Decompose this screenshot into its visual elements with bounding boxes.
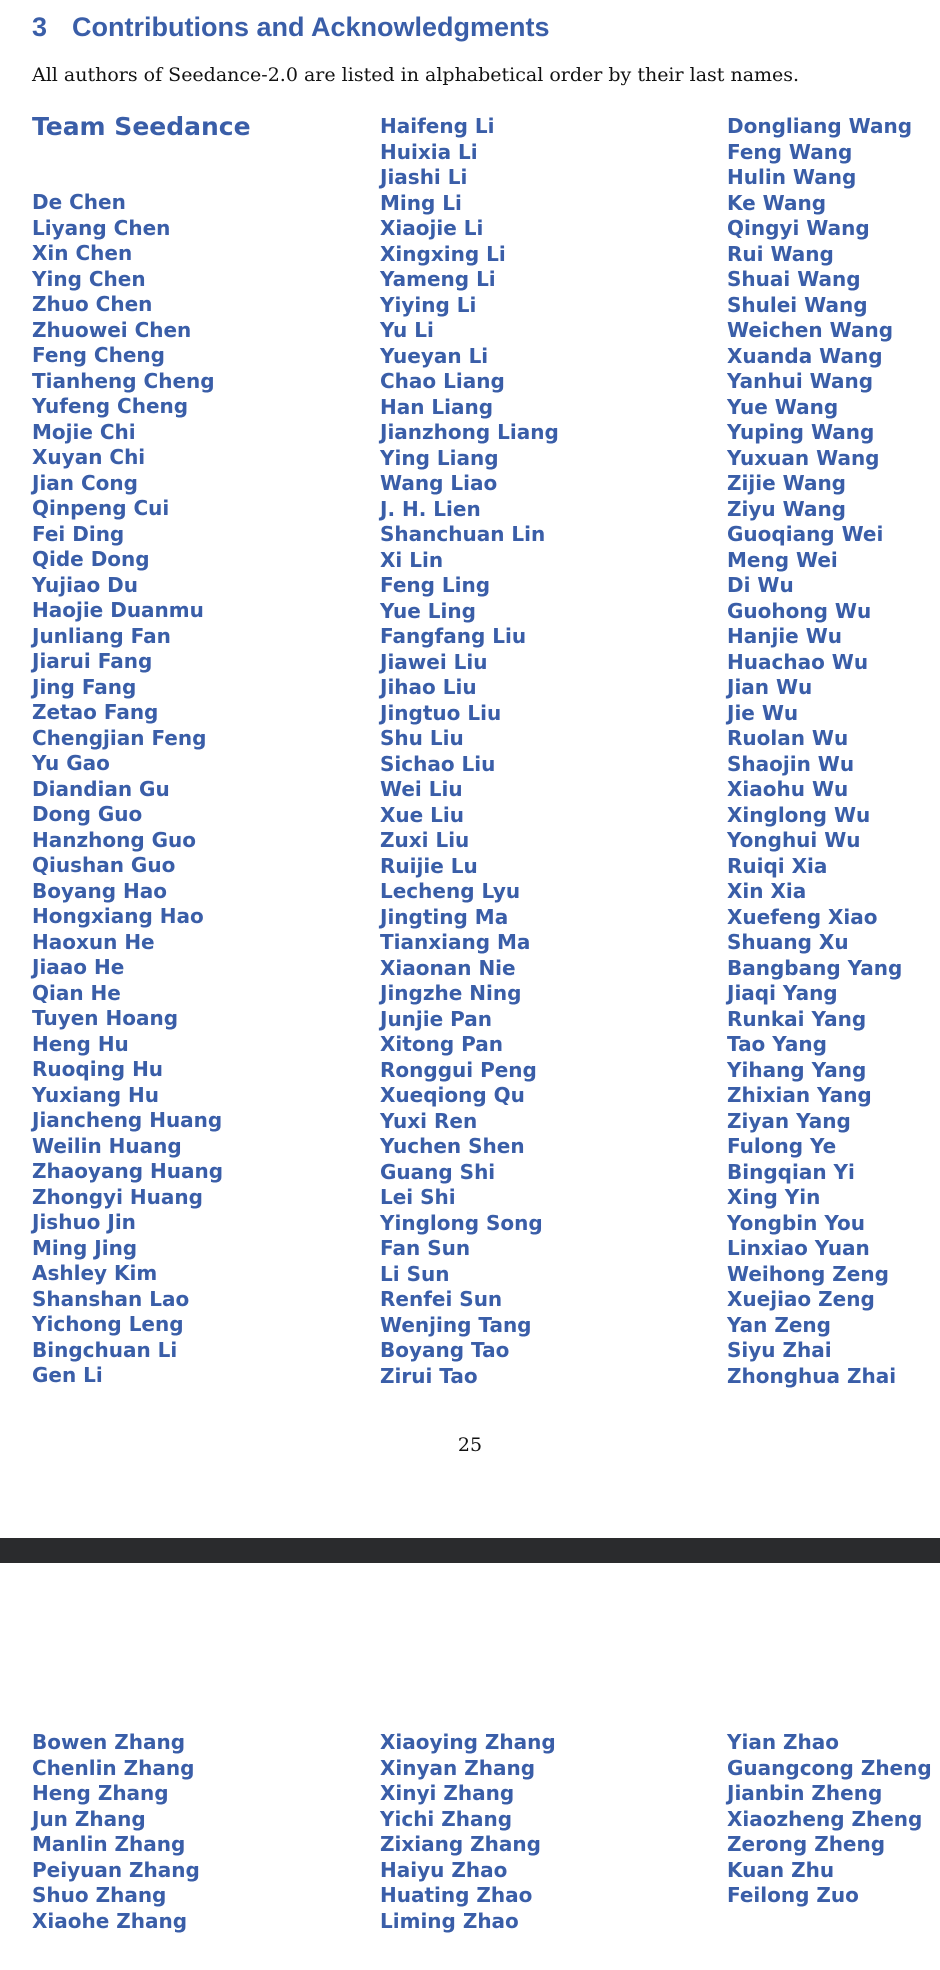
author-name: Yonghui Wu [727, 828, 861, 852]
author-name: Yue Wang [727, 394, 839, 419]
author-name: Huachao Wu [727, 649, 869, 674]
author-name: Ruijie Lu [380, 853, 478, 878]
author-name: Zhongyi Huang [32, 1184, 203, 1209]
author-column-2 [380, 1730, 556, 1934]
author-name: Haifeng Li [380, 114, 495, 138]
author-name: Ashley Kim [32, 1261, 158, 1285]
author-name: Chenlin Zhang [32, 1755, 195, 1780]
author-name: Shuo Zhang [32, 1883, 167, 1907]
author-name: Jie Wu [727, 700, 799, 725]
author-name: Yinglong Song [380, 1210, 543, 1235]
author-name: Shanchuan Lin [380, 522, 546, 546]
author-name: Heng Zhang [32, 1781, 169, 1805]
author-name: Yuchen Shen [380, 1134, 525, 1158]
author-name: Jiaao He [32, 955, 125, 979]
author-name: Yihang Yang [727, 1057, 867, 1082]
author-name: Xin Xia [727, 879, 807, 903]
author-column-3 [727, 1730, 932, 1909]
author-name: Chao Liang [380, 369, 505, 393]
author-name: Wei Liu [380, 777, 463, 801]
author-name: Hongxiang Hao [32, 904, 204, 928]
author-name: Sichao Liu [380, 751, 496, 776]
author-name: Yanhui Wang [727, 369, 874, 393]
author-name: Jiawei Liu [380, 649, 488, 674]
author-name: Linxiao Yuan [727, 1236, 870, 1260]
author-name: Yuxi Ren [380, 1108, 478, 1133]
author-name: Zhaoyang Huang [32, 1159, 224, 1183]
author-name: Jianzhong Liang [380, 420, 559, 444]
author-name: Ruolan Wu [727, 726, 849, 750]
author-name: Jian Wu [727, 675, 813, 699]
author-name: Xueqiong Qu [380, 1083, 525, 1107]
author-name: Xingxing Li [380, 241, 506, 266]
author-name: Xuefeng Xiao [727, 904, 878, 929]
author-name: Hanzhong Guo [32, 827, 197, 852]
author-name: Qinpeng Cui [32, 496, 170, 520]
author-name: Li Sun [380, 1261, 450, 1286]
author-name: Jingzhe Ning [380, 981, 522, 1005]
author-name: Dong Guo [32, 802, 143, 826]
author-name: Shuang Xu [727, 930, 849, 954]
author-name: Ming Jing [32, 1235, 138, 1260]
author-name: Ziyu Wang [727, 496, 846, 521]
author-name: Fan Sun [380, 1236, 471, 1260]
author-name: Xin Chen [32, 241, 133, 265]
page-divider [0, 1538, 940, 1563]
author-name: Rui Wang [727, 241, 834, 266]
author-name: Jingtuo Liu [380, 700, 502, 725]
author-name: Gen Li [32, 1363, 103, 1387]
author-name: Han Liang [380, 394, 494, 419]
author-name: Zerong Zheng [727, 1832, 886, 1856]
author-name: Xuyan Chi [32, 445, 146, 469]
author-name: Shulei Wang [727, 292, 868, 317]
author-name: Shanshan Lao [32, 1286, 190, 1311]
author-name: Junjie Pan [380, 1006, 493, 1031]
author-name: Guang Shi [380, 1159, 496, 1184]
author-column-3 [727, 114, 912, 1389]
author-name: Jianbin Zheng [727, 1781, 883, 1805]
author-name: De Chen [32, 190, 126, 214]
author-name: Boyang Hao [32, 878, 168, 903]
author-name: Tianheng Cheng [32, 368, 215, 393]
author-name: Peiyuan Zhang [32, 1857, 200, 1882]
author-name: Shu Liu [380, 726, 464, 750]
author-name: Heng Hu [32, 1031, 129, 1056]
author-name: Meng Wei [727, 547, 838, 572]
author-name: Feilong Zuo [727, 1883, 859, 1907]
author-name: Chengjian Feng [32, 725, 207, 750]
author-name: Bingchuan Li [32, 1337, 178, 1362]
intro-sentence: All authors of Seedance-2.0 are listed in alphabetical order by their last names. [32, 64, 800, 86]
author-name: Yu Gao [32, 751, 110, 775]
author-name: Xitong Pan [380, 1032, 503, 1056]
author-name: Jun Zhang [32, 1806, 146, 1831]
author-name: Jing Fang [32, 674, 137, 699]
author-name: Shaojin Wu [727, 751, 855, 776]
author-name: Xuejiao Zeng [727, 1287, 875, 1311]
author-name: Yujiao Du [32, 572, 139, 597]
author-name: Weichen Wang [727, 318, 894, 342]
author-name: Zhuo Chen [32, 292, 153, 316]
author-name: Yuxiang Hu [32, 1082, 160, 1107]
author-name: Yameng Li [380, 267, 496, 291]
section-heading [32, 12, 550, 43]
page-number: 25 [457, 1434, 483, 1456]
author-name: Qingyi Wang [727, 216, 870, 240]
author-name: Zhixian Yang [727, 1083, 872, 1107]
author-name: Yan Zeng [727, 1312, 831, 1337]
author-name: Jingting Ma [380, 904, 509, 929]
author-name: Jiaqi Yang [727, 981, 838, 1005]
author-name: Bangbang Yang [727, 955, 903, 980]
author-name: Yu Li [380, 318, 434, 342]
author-name: Bowen Zhang [32, 1730, 186, 1754]
author-name: Feng Cheng [32, 343, 165, 367]
author-name: Hulin Wang [727, 165, 857, 189]
author-name: Yue Ling [380, 598, 476, 623]
author-name: Renfei Sun [380, 1287, 503, 1311]
author-name: Xiaohu Wu [727, 777, 849, 801]
author-name: Guohong Wu [727, 598, 872, 623]
author-name: Fangfang Liu [380, 624, 527, 648]
author-name: Ruiqi Xia [727, 853, 828, 878]
author-name: Hanjie Wu [727, 624, 843, 648]
author-name: Xue Liu [380, 802, 465, 827]
author-name: Dongliang Wang [727, 114, 913, 138]
author-name: Jiashi Li [380, 165, 468, 189]
author-name: Zhonghua Zhai [727, 1363, 897, 1388]
author-column-1 [32, 1730, 200, 1934]
author-name: Fulong Ye [727, 1134, 837, 1158]
section-title: Contributions and Acknowledgments [72, 12, 550, 42]
author-name: Fei Ding [32, 521, 125, 546]
author-name: Ming Li [380, 190, 462, 215]
author-name: Bingqian Yi [727, 1159, 855, 1184]
author-name: Junliang Fan [32, 623, 171, 648]
author-name: Tuyen Hoang [32, 1006, 179, 1030]
author-name: Yichi Zhang [380, 1806, 513, 1831]
author-name: Yian Zhao [727, 1730, 840, 1754]
team-title: Team Seedance [32, 112, 251, 141]
author-name: Tao Yang [727, 1032, 827, 1056]
author-name: Runkai Yang [727, 1006, 867, 1031]
author-name: Lecheng Lyu [380, 879, 521, 903]
author-name: Manlin Zhang [32, 1832, 186, 1856]
author-name: Qian He [32, 980, 121, 1005]
author-name: Tianxiang Ma [380, 930, 531, 954]
author-name: Zetao Fang [32, 700, 159, 724]
author-name: Xinyan Zhang [380, 1755, 536, 1780]
author-name: Ying Chen [32, 266, 146, 291]
author-name: Qiushan Guo [32, 853, 176, 877]
author-name: Xinyi Zhang [380, 1781, 515, 1805]
author-name: Xiaonan Nie [380, 955, 516, 980]
author-name: Xuanda Wang [727, 343, 883, 368]
author-name: Yuxuan Wang [727, 445, 880, 470]
author-name: Shuai Wang [727, 267, 861, 291]
author-name: Xiaoying Zhang [380, 1730, 556, 1754]
author-column-2 [380, 114, 559, 1389]
author-name: Lei Shi [380, 1185, 456, 1209]
author-name: Xi Lin [380, 547, 444, 572]
author-name: Haojie Duanmu [32, 598, 204, 622]
author-name: Ke Wang [727, 190, 827, 215]
author-name: Boyang Tao [380, 1338, 510, 1362]
author-name: Xiaozheng Zheng [727, 1806, 923, 1831]
author-name: Yueyan Li [380, 343, 489, 368]
author-name: Jishuo Jin [32, 1210, 136, 1234]
author-name: Wenjing Tang [380, 1312, 532, 1337]
author-name: Zirui Tao [380, 1363, 478, 1388]
author-name: Kuan Zhu [727, 1857, 835, 1882]
page-26 [0, 1563, 940, 1970]
author-name: Diandian Gu [32, 776, 170, 801]
author-name: Haoxun He [32, 929, 155, 954]
author-name: Yichong Leng [32, 1312, 184, 1336]
author-name: Yuping Wang [727, 420, 875, 444]
author-name: Feng Wang [727, 139, 853, 164]
author-name: Xing Yin [727, 1185, 821, 1209]
author-name: Xinglong Wu [727, 802, 871, 827]
author-column-1 [32, 190, 223, 1389]
author-name: Ruoqing Hu [32, 1057, 164, 1081]
author-name: Haiyu Zhao [380, 1857, 508, 1882]
author-name: J. H. Lien [380, 496, 481, 521]
author-name: Jihao Liu [380, 675, 477, 699]
author-name: Ying Liang [380, 445, 499, 470]
author-name: Ziyan Yang [727, 1108, 851, 1133]
author-name: Qide Dong [32, 547, 150, 571]
author-name: Yongbin You [727, 1210, 865, 1235]
author-name: Weilin Huang [32, 1133, 182, 1158]
author-name: Xiaojie Li [380, 216, 484, 240]
author-name: Huating Zhao [380, 1883, 533, 1907]
author-name: Yiying Li [380, 292, 477, 317]
author-name: Feng Ling [380, 573, 491, 597]
author-name: Liyang Chen [32, 215, 171, 240]
author-name: Zixiang Zhang [380, 1832, 541, 1856]
author-name: Zuxi Liu [380, 828, 470, 852]
author-name: Huixia Li [380, 139, 478, 164]
author-name: Yufeng Cheng [32, 394, 189, 418]
author-name: Ronggui Peng [380, 1057, 537, 1082]
section-number: 3 [32, 12, 48, 42]
author-name: Jiancheng Huang [32, 1108, 223, 1132]
author-name: Xiaohe Zhang [32, 1908, 188, 1933]
author-name: Weihong Zeng [727, 1261, 889, 1286]
author-name: Di Wu [727, 573, 794, 597]
author-name: Siyu Zhai [727, 1338, 832, 1362]
author-name: Guangcong Zheng [727, 1755, 932, 1780]
author-name: Jian Cong [32, 470, 138, 495]
author-name: Jiarui Fang [32, 649, 153, 673]
author-name: Liming Zhao [380, 1908, 519, 1933]
author-name: Zijie Wang [727, 471, 846, 495]
author-name: Mojie Chi [32, 419, 136, 444]
author-name: Guoqiang Wei [727, 522, 884, 546]
author-name: Zhuowei Chen [32, 317, 192, 342]
author-name: Wang Liao [380, 471, 498, 495]
